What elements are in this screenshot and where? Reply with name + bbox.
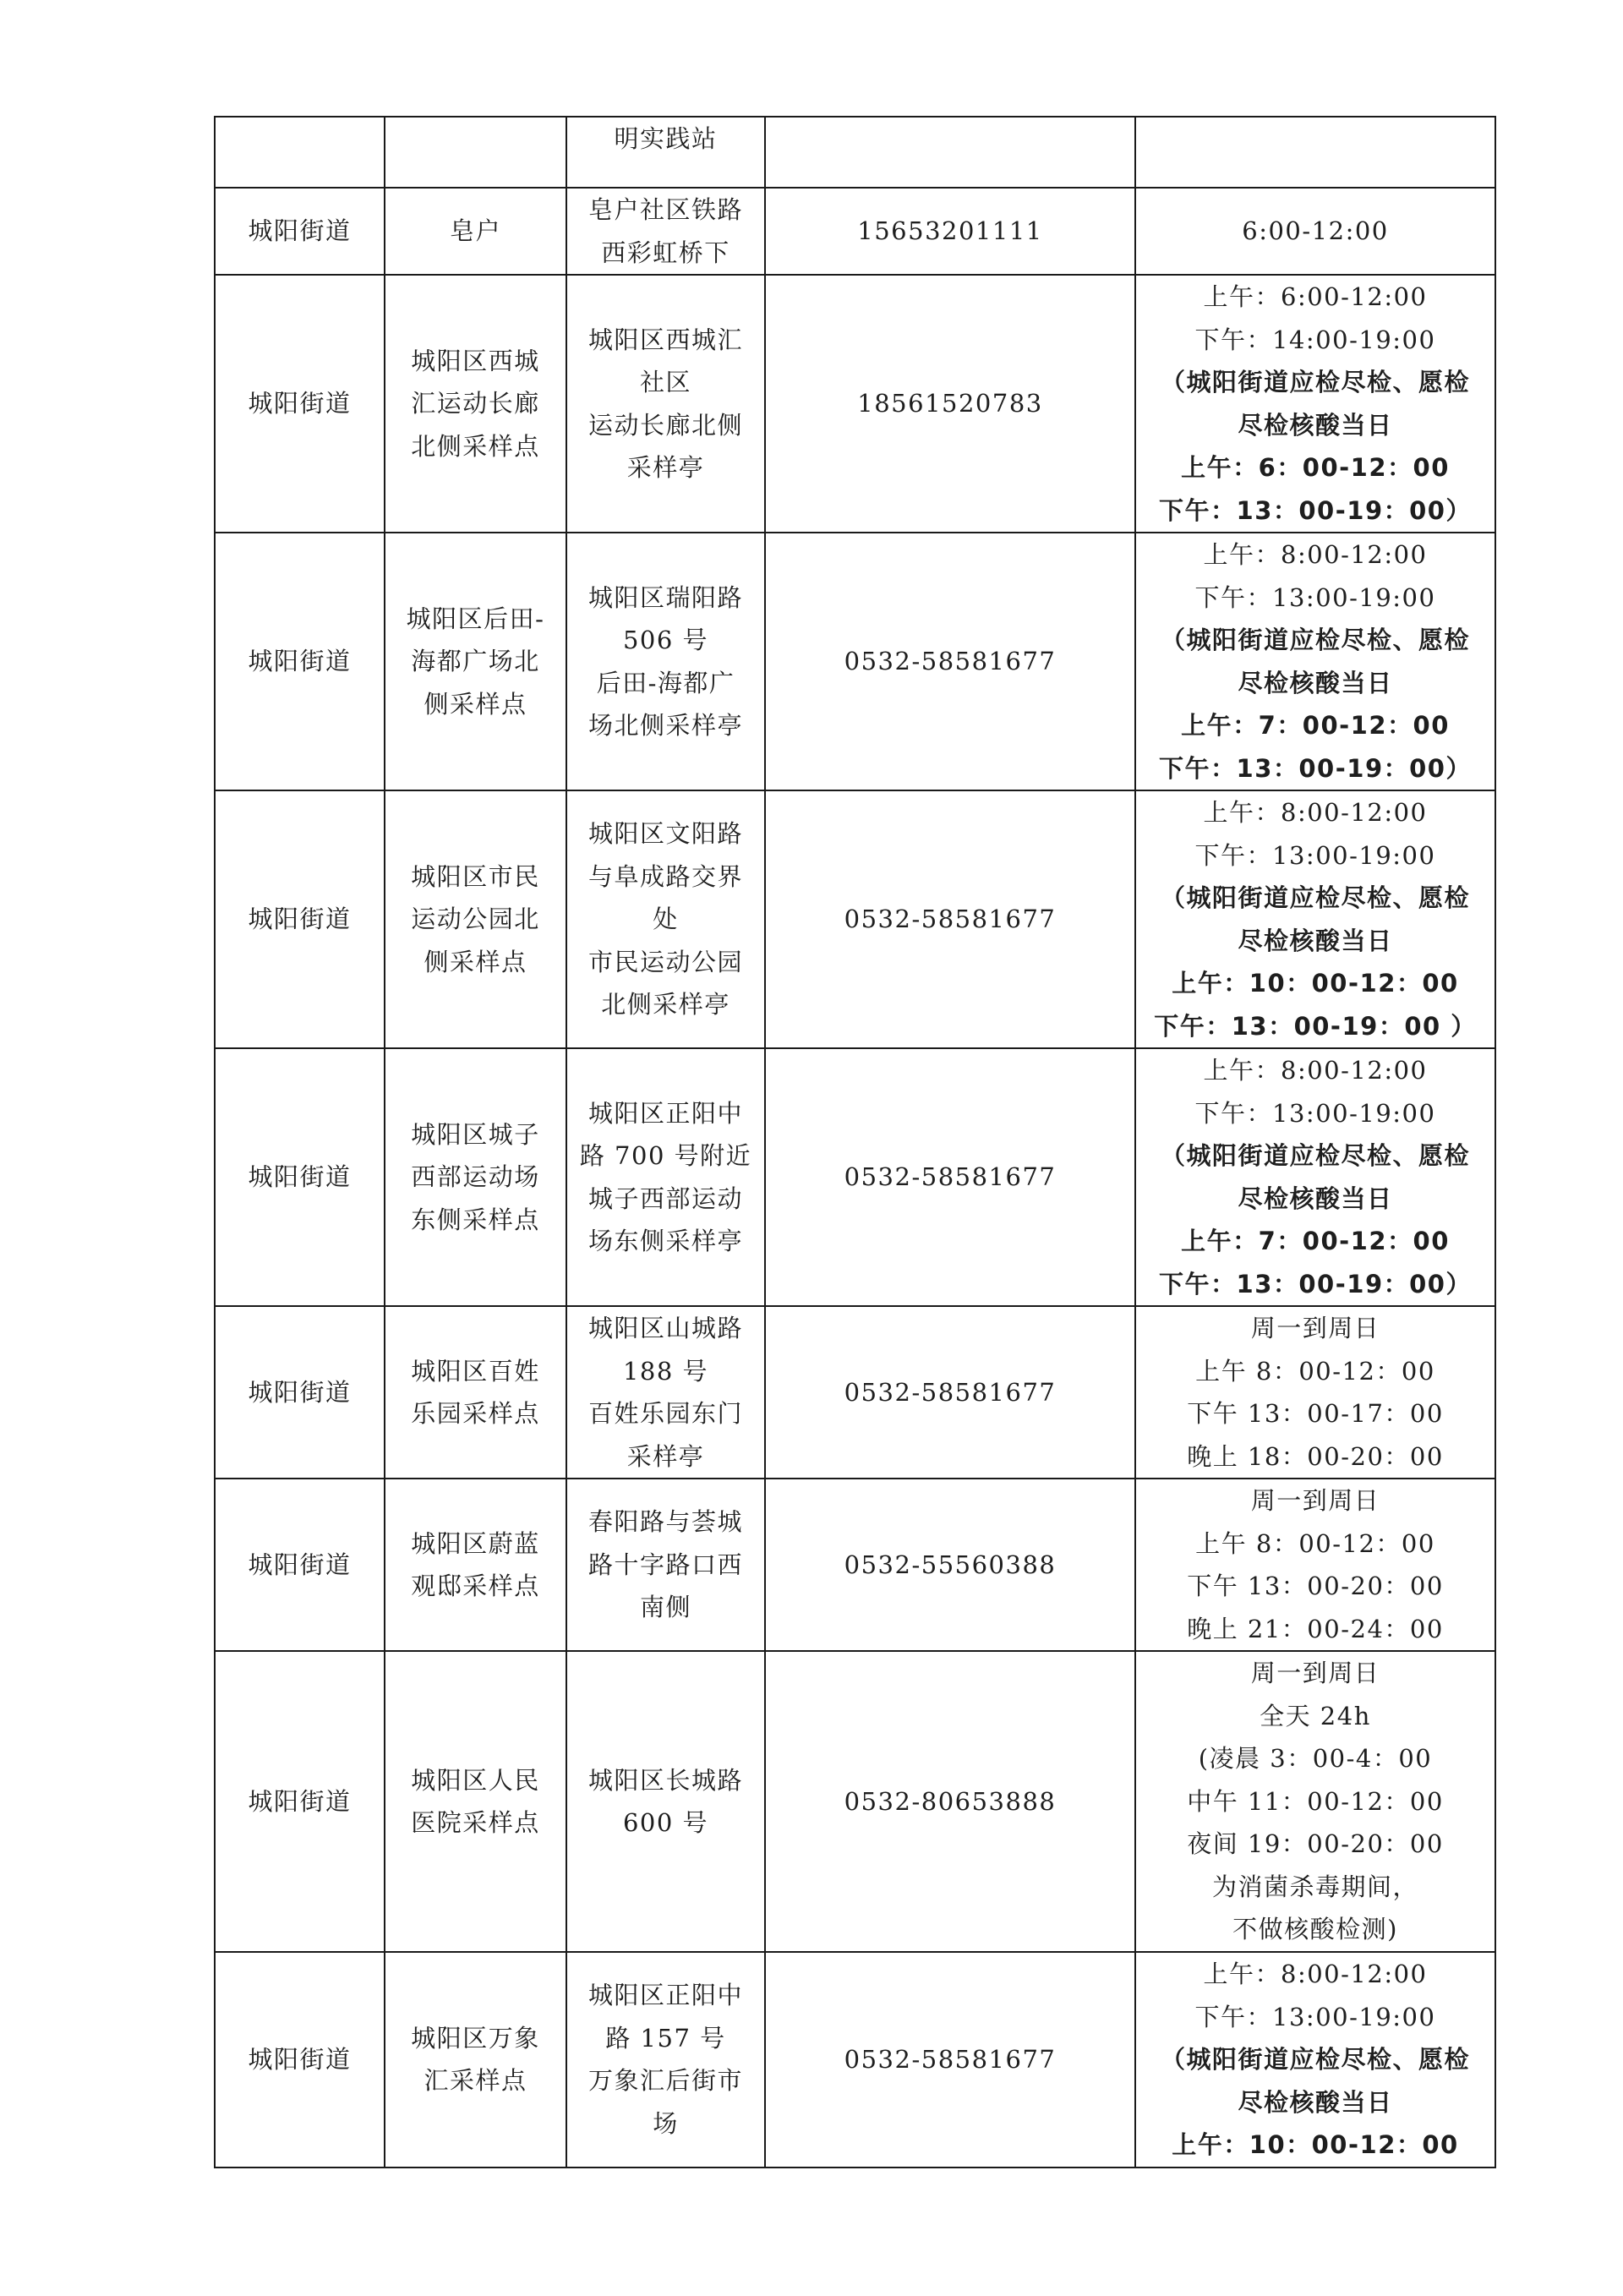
hours-line: （城阳街道应检尽检、愿检 xyxy=(1160,1141,1470,1170)
address-cell xyxy=(566,188,765,275)
street-cell: 城阳街道 xyxy=(215,1952,385,2168)
address-line: 北侧采样亭 xyxy=(601,990,730,1020)
address-cell xyxy=(566,275,765,533)
hours-line: 下午：13:00-19:00 xyxy=(1194,2002,1436,2031)
site-name-cell: 城阳区蔚蓝观邸采样点 xyxy=(385,1479,566,1651)
phone-cell: 15653201111 xyxy=(765,188,1135,275)
hours-line: 上午：8:00-12:00 xyxy=(1203,540,1428,569)
sampling-sites-table xyxy=(214,116,1496,2168)
hours-line: 下午 13：00-17：00 xyxy=(1187,1399,1444,1428)
hours-line: （城阳街道应检尽检、愿检 xyxy=(1160,883,1470,912)
phone-cell: 0532-80653888 xyxy=(765,1651,1135,1952)
service-hours-cell xyxy=(1135,790,1495,1048)
site-name-cell: 城阳区万象汇采样点 xyxy=(385,1952,566,2168)
hours-line: 下午：14:00-19:00 xyxy=(1194,325,1436,354)
table-row xyxy=(215,117,1495,188)
street-cell: 城阳街道 xyxy=(215,533,385,790)
hours-line: 上午：8:00-12:00 xyxy=(1203,1960,1428,1988)
service-hours-cell xyxy=(1135,188,1495,275)
service-hours-cell xyxy=(1135,117,1495,188)
address-line: 处 xyxy=(653,905,679,934)
address-line: 与阜成路交界 xyxy=(587,861,743,891)
address-line: 南侧 xyxy=(639,1593,691,1622)
phone-cell: 0532-58581677 xyxy=(765,1306,1135,1479)
street-cell: 城阳街道 xyxy=(215,1306,385,1479)
hours-line: 尽检核酸当日 xyxy=(1238,2087,1393,2117)
table-row xyxy=(215,1479,1495,1651)
service-hours-cell xyxy=(1135,1306,1495,1479)
address-cell xyxy=(566,1952,765,2168)
address-cell xyxy=(566,1048,765,1306)
phone-cell: 0532-58581677 xyxy=(765,790,1135,1048)
hours-line: 下午 13：00-20：00 xyxy=(1187,1572,1444,1600)
site-name-cell: 城阳区市民运动公园北侧采样点 xyxy=(385,790,566,1048)
street-cell: 城阳街道 xyxy=(215,1651,385,1952)
address-line: 后田-海都广 xyxy=(596,668,735,697)
hours-line: 上午：6:00-12:00 xyxy=(1203,282,1428,311)
address-line: 城阳区山城路 xyxy=(587,1314,743,1342)
address-line: 城阳区西城汇 xyxy=(587,325,743,354)
street-cell: 城阳街道 xyxy=(215,188,385,275)
hours-line: 上午 8：00-12：00 xyxy=(1195,1528,1435,1558)
hours-line: 晚上 21：00-24：00 xyxy=(1187,1614,1444,1643)
address-line: 百姓乐园东门 xyxy=(587,1399,743,1428)
address-line: 188 号 xyxy=(622,1356,709,1386)
hours-line: 下午：13：00-19：00） xyxy=(1159,753,1472,783)
site-name-cell: 城阳区后田-海都广场北侧采样点 xyxy=(385,533,566,790)
hours-line: 全天 24h xyxy=(1260,1701,1371,1730)
address-line: 城阳区正阳中 xyxy=(587,1981,743,2010)
phone-cell: 0532-55560388 xyxy=(765,1479,1135,1651)
address-line: 506 号 xyxy=(622,626,709,654)
address-line: 场 xyxy=(653,2108,679,2138)
hours-line: 不做核酸检测) xyxy=(1232,1915,1398,1944)
address-line: 皂户社区铁路 xyxy=(587,195,743,224)
phone-cell: 0532-58581677 xyxy=(765,1952,1135,2168)
address-line: 市民运动公园 xyxy=(587,947,743,976)
address-line: 路 157 号 xyxy=(605,2023,726,2053)
service-hours-cell xyxy=(1135,1048,1495,1306)
hours-line: 上午 8：00-12：00 xyxy=(1195,1356,1435,1386)
address-line: 采样亭 xyxy=(626,1441,705,1471)
address-cell xyxy=(566,117,765,188)
phone-cell: 0532-58581677 xyxy=(765,533,1135,790)
hours-line: 下午：13:00-19:00 xyxy=(1194,582,1436,612)
site-name-cell: 城阳区人民医院采样点 xyxy=(385,1651,566,1952)
hours-line: 晚上 18：00-20：00 xyxy=(1187,1441,1444,1471)
address-cell xyxy=(566,1479,765,1651)
hours-line: 下午：13：00-19：00 ） xyxy=(1154,1011,1477,1041)
table-row xyxy=(215,533,1495,790)
site-name-cell xyxy=(385,117,566,188)
table-row xyxy=(215,275,1495,533)
table-row xyxy=(215,1306,1495,1479)
hours-line: 下午：13:00-19:00 xyxy=(1194,840,1436,870)
address-line: 场北侧采样亭 xyxy=(587,711,743,740)
hours-line: 尽检核酸当日 xyxy=(1238,668,1393,697)
hours-line: 上午：8:00-12:00 xyxy=(1203,1056,1428,1085)
hours-line: 中午 11：00-12：00 xyxy=(1187,1786,1444,1816)
address-line: 场东侧采样亭 xyxy=(587,1227,743,1255)
table-row xyxy=(215,790,1495,1048)
street-cell: 城阳街道 xyxy=(215,1479,385,1651)
address-cell xyxy=(566,533,765,790)
address-line: 城阳区正阳中 xyxy=(587,1098,743,1128)
address-line: 春阳路与荟城 xyxy=(587,1507,743,1537)
hours-line: 尽检核酸当日 xyxy=(1238,410,1393,440)
hours-line: (凌晨 3：00-4：00 xyxy=(1198,1744,1433,1774)
street-cell: 城阳街道 xyxy=(215,275,385,533)
address-line: 城阳区长城路 xyxy=(587,1765,743,1795)
address-line: 西彩虹桥下 xyxy=(601,238,730,267)
hours-line: 下午：13：00-19：00） xyxy=(1159,1269,1472,1298)
phone-cell: 0532-58581677 xyxy=(765,1048,1135,1306)
hours-line: 尽检核酸当日 xyxy=(1238,926,1393,955)
table-row xyxy=(215,1651,1495,1952)
service-hours-cell xyxy=(1135,275,1495,533)
site-name-cell: 城阳区百姓乐园采样点 xyxy=(385,1306,566,1479)
site-name-cell: 城阳区西城汇运动长廊北侧采样点 xyxy=(385,275,566,533)
address-line: 万象汇后街市 xyxy=(587,2066,743,2096)
table-row xyxy=(215,1048,1495,1306)
hours-line: 上午：7：00-12：00 xyxy=(1181,711,1450,740)
service-hours-cell xyxy=(1135,1479,1495,1651)
table-row xyxy=(215,188,1495,275)
hours-line: 上午：6：00-12：00 xyxy=(1181,453,1450,482)
hours-line: 周一到周日 xyxy=(1250,1486,1380,1515)
address-cell xyxy=(566,790,765,1048)
address-line: 采样亭 xyxy=(626,453,705,482)
hours-line: 上午：7：00-12：00 xyxy=(1181,1227,1450,1255)
address-line: 城子西部运动 xyxy=(587,1184,743,1213)
hours-line: （城阳街道应检尽检、愿检 xyxy=(1160,626,1470,654)
hours-line: 周一到周日 xyxy=(1250,1659,1380,1688)
hours-line: 尽检核酸当日 xyxy=(1238,1184,1393,1213)
service-hours-cell xyxy=(1135,533,1495,790)
address-cell xyxy=(566,1306,765,1479)
address-line: 路 700 号附近 xyxy=(579,1141,752,1170)
service-hours-cell xyxy=(1135,1952,1495,2168)
address-cell xyxy=(566,1651,765,1952)
address-line: 明实践站 xyxy=(614,124,718,153)
hours-line: 为消菌杀毒期间， xyxy=(1211,1872,1418,1901)
address-line: 城阳区瑞阳路 xyxy=(587,582,743,612)
service-hours-cell xyxy=(1135,1651,1495,1952)
street-cell: 城阳街道 xyxy=(215,790,385,1048)
hours-line: （城阳街道应检尽检、愿检 xyxy=(1160,2045,1470,2074)
address-line: 路十字路口西 xyxy=(587,1550,743,1579)
phone-cell xyxy=(765,117,1135,188)
address-line: 社区 xyxy=(639,368,691,396)
hours-line: 夜间 19：00-20：00 xyxy=(1187,1829,1444,1859)
hours-line: 下午：13：00-19：00） xyxy=(1159,495,1472,525)
hours-line: 上午：8:00-12:00 xyxy=(1203,798,1428,827)
address-line: 600 号 xyxy=(622,1808,709,1837)
hours-line: 6:00-12:00 xyxy=(1242,216,1389,246)
address-line: 城阳区文阳路 xyxy=(587,819,743,849)
site-name-cell: 城阳区城子西部运动场东侧采样点 xyxy=(385,1048,566,1306)
table-row xyxy=(215,1952,1495,2168)
street-cell xyxy=(215,117,385,188)
street-cell: 城阳街道 xyxy=(215,1048,385,1306)
hours-line: 上午：10：00-12：00 xyxy=(1172,2130,1459,2159)
phone-cell: 18561520783 xyxy=(765,275,1135,533)
hours-line: 下午：13:00-19:00 xyxy=(1194,1098,1436,1128)
hours-line: 周一到周日 xyxy=(1250,1314,1380,1342)
hours-line: 上午：10：00-12：00 xyxy=(1172,969,1459,998)
hours-line: （城阳街道应检尽检、愿检 xyxy=(1160,368,1470,396)
address-line: 运动长廊北侧 xyxy=(587,410,743,440)
site-name-cell: 皂户 xyxy=(385,188,566,275)
